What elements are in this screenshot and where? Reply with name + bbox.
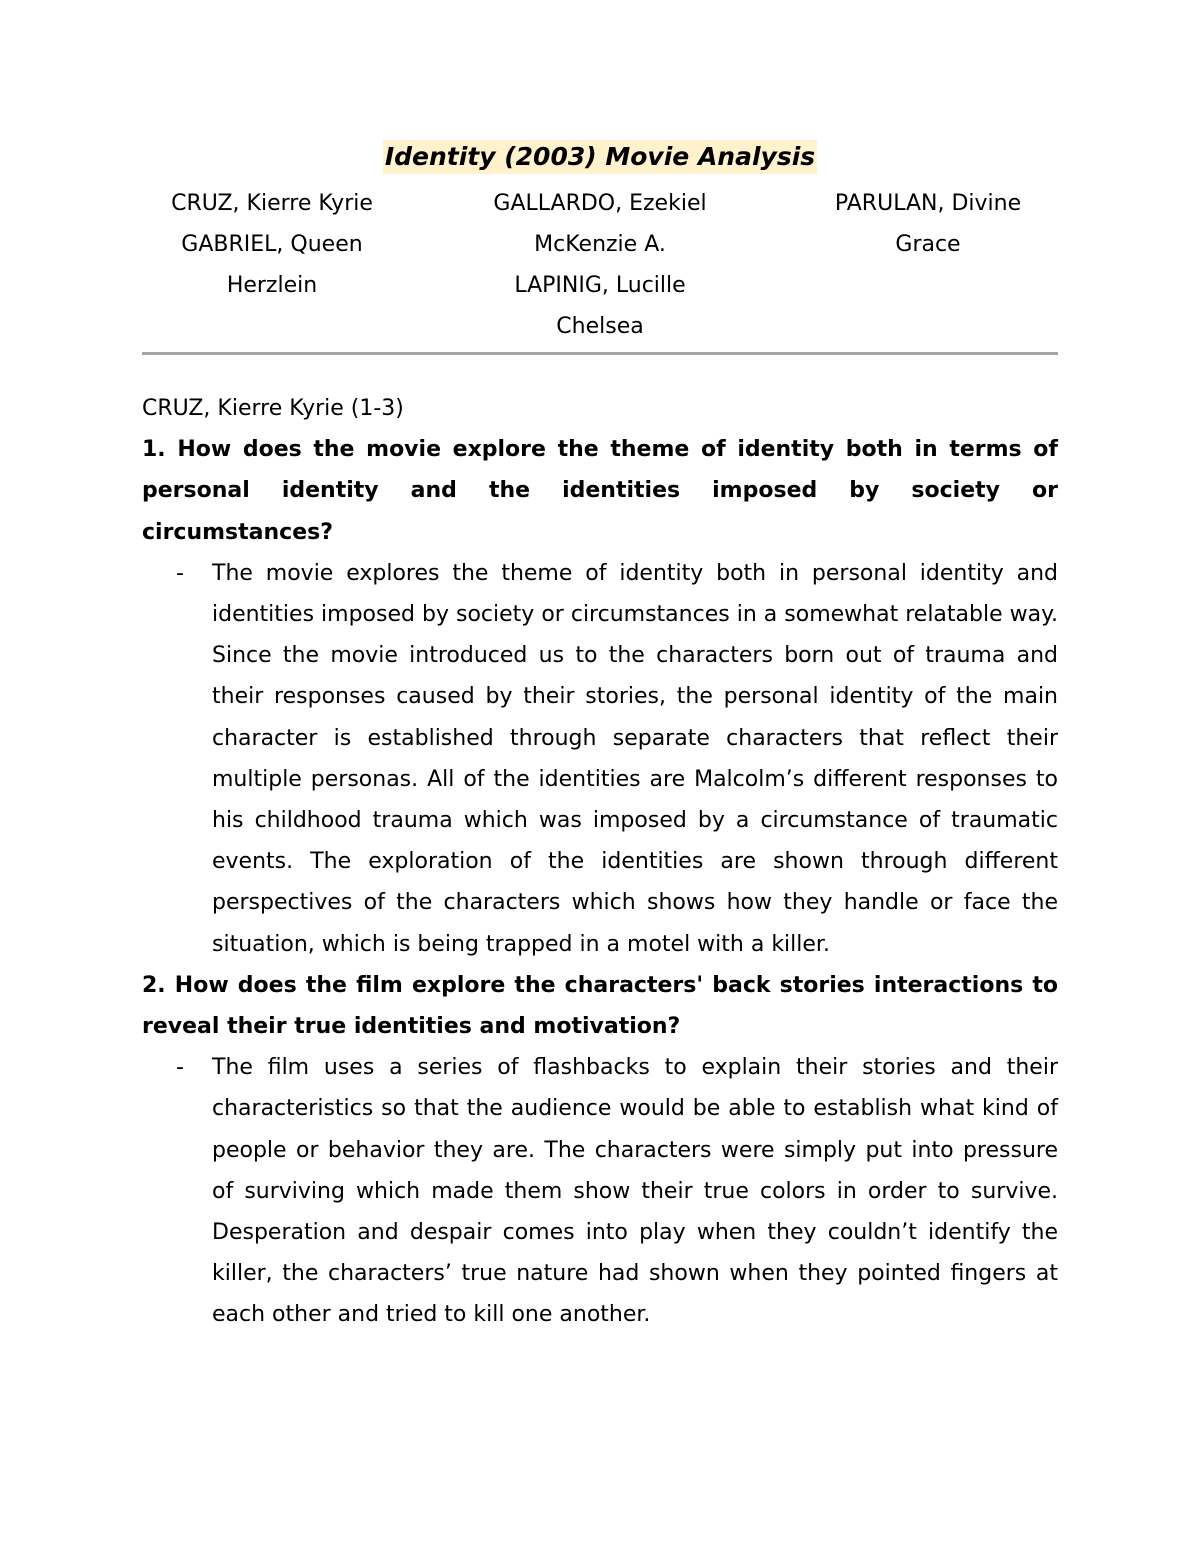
author-line: GALLARDO, Ezekiel (493, 191, 707, 216)
document-body (142, 388, 1058, 1336)
answer-1 (142, 553, 1058, 965)
author-line: Chelsea (556, 314, 644, 339)
author-line: CRUZ, Kierre Kyrie (171, 191, 373, 216)
author-column-3 (798, 183, 1058, 347)
answer-2 (142, 1047, 1058, 1335)
horizontal-divider (142, 352, 1058, 355)
author-line: McKenzie A. (534, 232, 666, 257)
author-list (142, 183, 1058, 347)
author-column-2 (470, 183, 730, 347)
author-line: PARULAN, Divine (834, 191, 1022, 216)
author-line: Grace (895, 232, 961, 257)
bullet-dash: - (176, 560, 184, 586)
author-line: Herzlein (226, 273, 318, 298)
section-author-label: CRUZ, Kierre Kyrie (1-3) (142, 396, 404, 421)
title-container (142, 140, 1058, 174)
answer-2-text: The film uses a series of flashbacks to explain their stories and their characteristics so that the audience would be able to establish what kind of people or behavior they are. The characters were simply put into pressure of surviving which made them show their true colors in order to survive. Desperation and despair comes into play when they couldn’t identify the killer, the characters’ true nature had shown when they pointed fingers at each other and tried to kill one another. (212, 1055, 1058, 1328)
document-title: Identity (2003) Movie Analysis (383, 140, 817, 174)
author-column-1 (142, 183, 402, 347)
author-line: GABRIEL, Queen (181, 232, 363, 257)
author-line: LAPINIG, Lucille (514, 273, 686, 298)
question-2: 2. How does the film explore the characters' back stories interactions to reveal their true identities and motivation? (142, 972, 1058, 1040)
question-1: 1. How does the movie explore the theme of identity both in terms of personal identity and the identities imposed by society or circumstances? (142, 437, 1058, 545)
answer-1-text: The movie explores the theme of identity both in personal identity and identities imposed by society or circumstances in a somewhat relatable way. Since the movie introduced us to the characters born out of trauma and their responses caused by their stories, the personal identity of the main character is established through separate characters that reflect their multiple personas. All of the identities are Malcolm’s different responses to his childhood trauma which was imposed by a circumstance of traumatic events. The exploration of the identities are shown through different perspectives of the characters which shows how they handle or face the situation, which is being trapped in a motel with a killer. (212, 560, 1058, 957)
bullet-dash: - (176, 1055, 184, 1081)
